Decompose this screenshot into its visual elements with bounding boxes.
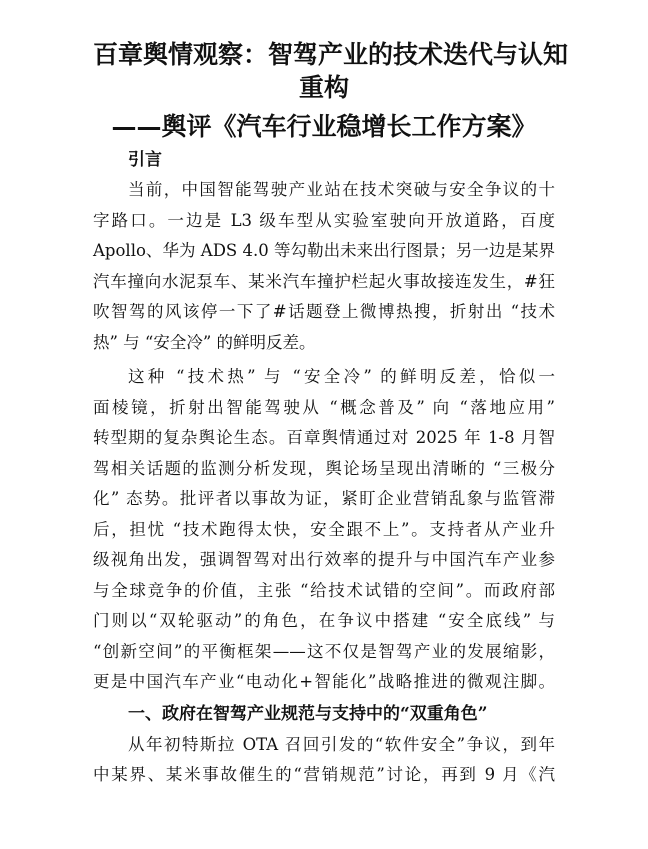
paragraph-line: 中某界、某米事故催生的“营销规范”讨论，再到 9 月《汽 bbox=[93, 765, 555, 784]
paragraph-line: 吹智驾的风该停一下了#话题登上微博热搜，折射出 “技术 bbox=[93, 302, 555, 321]
paragraph-line: 字路口。一边是 L3 级车型从实验室驶向开放道路，百度 bbox=[93, 211, 555, 230]
doc-title-line2: 重构 bbox=[298, 73, 349, 102]
paragraph-line: 后，担忧 “技术跑得太快，安全跟不上”。支持者从产业升 bbox=[93, 520, 555, 539]
paragraph-line: 更是中国汽车产业“电动化+智能化”战略推进的微观注脚。 bbox=[93, 672, 555, 691]
paragraph-line: Apollo、华为 ADS 4.0 等勾勒出未来出行图景；另一边是某界 bbox=[93, 241, 555, 260]
doc-title-line1: 百章舆情观察：智驾产业的技术迭代与认知 bbox=[93, 40, 569, 69]
paragraph-line: 化” 态势。批评者以事故为证，紧盯企业营销乱象与监管滞 bbox=[93, 489, 555, 508]
intro-heading: 引言 bbox=[128, 150, 162, 170]
paragraph-line: 当前，中国智能驾驶产业站在技术突破与安全争议的十 bbox=[128, 180, 555, 199]
paragraph-line: 从年初特斯拉 OTA 召回引发的“软件安全”争议，到年 bbox=[128, 735, 555, 754]
paragraph-line: 转型期的复杂舆论生态。百章舆情通过对 2025 年 1-8 月智 bbox=[93, 428, 555, 447]
paragraph-line: 汽车撞向水泥泵车、某米汽车撞护栏起火事故接连发生，#狂 bbox=[93, 272, 555, 291]
paragraph-line: 面棱镜，折射出智能驾驶从 “概念普及” 向 “落地应用” bbox=[93, 398, 555, 417]
paragraph-line: 门则以“双轮驱动”的角色，在争议中搭建 “安全底线” 与 bbox=[93, 611, 555, 630]
paragraph-line: 驾相关话题的监测分析发现，舆论场呈现出清晰的 “三极分 bbox=[93, 459, 555, 478]
section-heading: 一、政府在智驾产业规范与支持中的“双重角色” bbox=[128, 704, 488, 724]
doc-subtitle: ——舆评《汽车行业稳增长工作方案》 bbox=[111, 112, 537, 141]
paragraph-line: 这种 “技术热” 与 “安全冷” 的鲜明反差，恰似一 bbox=[128, 367, 555, 386]
paragraph-line: 热” 与 “安全冷” 的鲜明反差。 bbox=[93, 333, 316, 352]
paragraph-line: 与全球竞争的价值，主张 “给技术试错的空间”。而政府部 bbox=[93, 581, 555, 600]
paragraph-line: 级视角出发，强调智驾对出行效率的提升与中国汽车产业参 bbox=[93, 550, 555, 569]
paragraph-line: “创新空间”的平衡框架——这不仅是智驾产业的发展缩影， bbox=[93, 642, 555, 661]
